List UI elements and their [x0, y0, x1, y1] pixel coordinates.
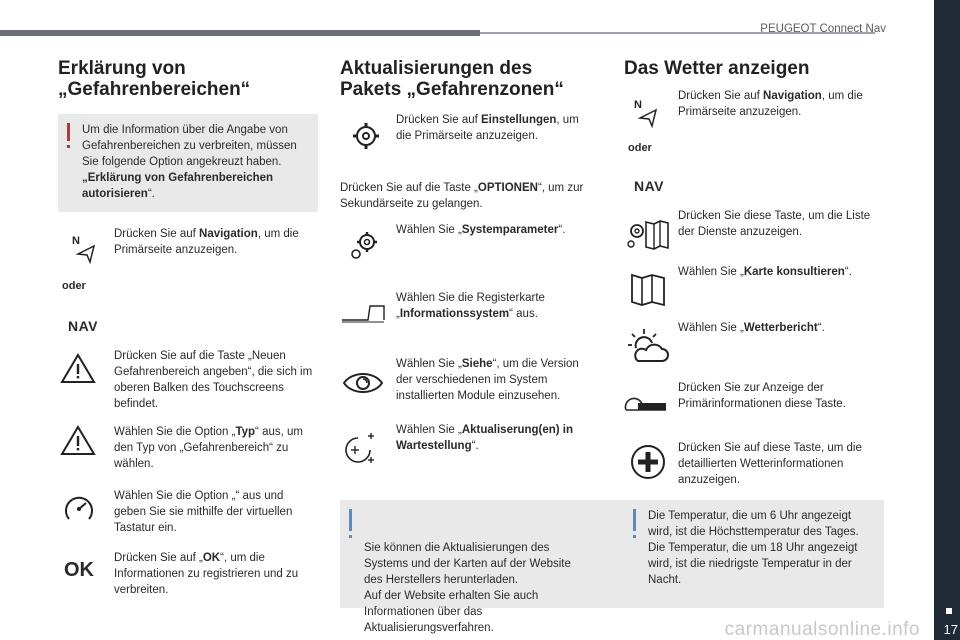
- t: Wählen Sie „: [678, 322, 744, 334]
- navigation-arrow-icon: [70, 232, 100, 266]
- warning-triangle-icon: [60, 424, 96, 456]
- title-line-1: Aktualisierungen des: [340, 58, 533, 79]
- map-icon: [630, 272, 666, 308]
- weather-widget-icon: [624, 394, 668, 414]
- t-bold: Einstellungen: [481, 114, 557, 126]
- column-hazard-zones: [58, 58, 320, 100]
- nav-button[interactable]: NAV: [68, 318, 99, 334]
- t: “, um die Version der verschiedenen im System installierten Module einzusehen.: [396, 358, 579, 402]
- t-bold: Aktualiserung(en) in Wartestellung: [396, 424, 574, 452]
- watermark: carmanualsonline.info: [724, 619, 920, 640]
- section-title: Das Wetter anzeigen: [624, 58, 810, 79]
- t: Wählen Sie „: [396, 224, 462, 236]
- t-bold: Karte konsultieren: [743, 266, 845, 278]
- t-bold: Siehe: [461, 358, 493, 370]
- note-bold: „Erklärung von Gefahrenbereichen autorisieren: [82, 172, 274, 200]
- oder-label: oder: [62, 280, 86, 292]
- t-bold: Navigation: [199, 228, 258, 240]
- t: “ aus, um den Typ von „Gefahrenbereich“ zu wählen.: [114, 426, 303, 470]
- note-end: “.: [147, 188, 155, 200]
- section-title: [340, 58, 602, 100]
- step-system-params: [396, 222, 596, 238]
- navigation-arrow-icon: [632, 96, 662, 130]
- info-note: [340, 500, 625, 634]
- t: “.: [817, 322, 825, 334]
- weather-icon: [626, 328, 670, 364]
- page-marker: [946, 608, 952, 614]
- info-icon: [349, 509, 352, 531]
- page-number: 17: [943, 622, 958, 637]
- step-new-zone: Drücken Sie auf die Taste „Neuen Gefahrenbereich angeben“, die sich im oberen Balken des Touchscreens befindet.: [114, 350, 313, 410]
- warning-note: [58, 114, 318, 212]
- step-info-tab: [396, 290, 596, 322]
- t: Drücken Sie auf „: [114, 552, 203, 564]
- plus-circle-icon: [630, 444, 666, 480]
- column-weather: [624, 58, 886, 79]
- step-view: [396, 356, 596, 404]
- warning-icon: [67, 123, 70, 141]
- t: Wählen Sie die Option „: [114, 426, 236, 438]
- t: “ aus.: [509, 308, 538, 320]
- t: Wählen Sie „: [678, 266, 744, 278]
- step-consult-map: [678, 264, 878, 280]
- svg-text:N: N: [72, 235, 80, 247]
- step-services: Drücken Sie diese Taste, um die Liste der Dienste anzuzeigen.: [678, 210, 871, 238]
- step-options: [340, 180, 590, 212]
- info-note: [624, 500, 884, 608]
- tab-icon: [340, 302, 386, 326]
- warning-triangle-icon: [60, 352, 96, 384]
- ok-button[interactable]: OK: [64, 559, 94, 581]
- step-speed: Wählen Sie die Option „“ aus und geben Sie sie mithilfe der virtuellen Tastatur ein.: [114, 490, 293, 534]
- title-line-2: Pakets „Gefahrenzonen“: [340, 79, 564, 100]
- oder-label: oder: [628, 142, 652, 154]
- header-bar: [0, 30, 480, 36]
- note-text: Um die Information über die Angabe von Gefahrenbereichen zu verbreiten, müssen Sie folgende Option angekreuzt haben.: [82, 124, 297, 168]
- t: Wählen Sie „: [396, 358, 462, 370]
- step-type: [114, 424, 314, 472]
- eye-icon: [342, 368, 384, 398]
- speed-gauge-icon: [62, 492, 96, 526]
- t: Drücken Sie auf die Taste „: [340, 182, 478, 194]
- t: Drücken Sie auf: [396, 114, 482, 126]
- t: “, um zur Sekundärseite zu gelangen.: [340, 182, 584, 210]
- services-icon: [626, 218, 670, 250]
- update-icon: [342, 430, 382, 466]
- step-navigation: [114, 226, 314, 258]
- t-bold: Systemparameter: [461, 224, 559, 236]
- step-navigation: [678, 88, 878, 120]
- note-text: Die Temperatur, die um 6 Uhr angezeigt wird, ist die Höchsttemperatur des Tages. Die Temperatur, die um 18 Uhr angezeigt wird, ist die niedrigste Temperatur in der Nacht.: [648, 510, 859, 586]
- info-icon: [633, 509, 636, 531]
- title-line-1: Erklärung von: [58, 58, 186, 79]
- column-updates: [340, 58, 602, 100]
- t: Drücken Sie auf: [678, 90, 764, 102]
- t-bold: OK: [202, 552, 221, 564]
- page-sidebar: [934, 0, 960, 640]
- t: , um die Primärseite anzuzeigen.: [114, 228, 299, 256]
- t: , um die Primärseite anzuzeigen.: [396, 114, 579, 142]
- t: Drücken Sie auf: [114, 228, 200, 240]
- t: “.: [558, 224, 566, 236]
- t: Wählen Sie „: [396, 424, 462, 436]
- settings-gear-icon: [352, 122, 380, 150]
- t-bold: Navigation: [763, 90, 822, 102]
- section-title: [58, 58, 320, 100]
- t: , um die Primärseite anzuzeigen.: [678, 90, 863, 118]
- t: “.: [471, 440, 479, 452]
- title-line-2: „Gefahrenbereichen“: [58, 79, 251, 100]
- step-details: Drücken Sie auf diese Taste, um die detaillierten Wetterinformationen anzuzeigen.: [678, 442, 862, 486]
- step-primary-info: Drücken Sie zur Anzeige der Primärinformationen diese Taste.: [678, 382, 846, 410]
- t-bold: Informationssystem: [399, 308, 510, 320]
- nav-button[interactable]: NAV: [634, 178, 665, 194]
- note-text: Sie können die Aktualisierungen des Systems und der Karten auf der Website des Herstellers herunterladen. Auf der Website erhalten Sie auch Informationen über das Aktualisierungsverfahren.: [364, 542, 571, 634]
- step-weather-report: [678, 320, 878, 336]
- t-bold: Typ: [235, 426, 256, 438]
- step-ok: [114, 550, 314, 598]
- t: Wählen Sie die Registerkarte „: [396, 292, 545, 320]
- t: “.: [844, 266, 852, 278]
- t-bold: Wetterbericht: [743, 322, 818, 334]
- step-pending-updates: [396, 422, 596, 454]
- svg-text:N: N: [634, 99, 642, 111]
- step-settings: [396, 112, 596, 144]
- t-bold: OPTIONEN: [477, 182, 538, 194]
- header-title: PEUGEOT Connect Nav: [760, 23, 886, 35]
- t: “, um die Informationen zu registrieren und zu verbreiten.: [114, 552, 299, 596]
- system-gears-icon: [350, 230, 380, 260]
